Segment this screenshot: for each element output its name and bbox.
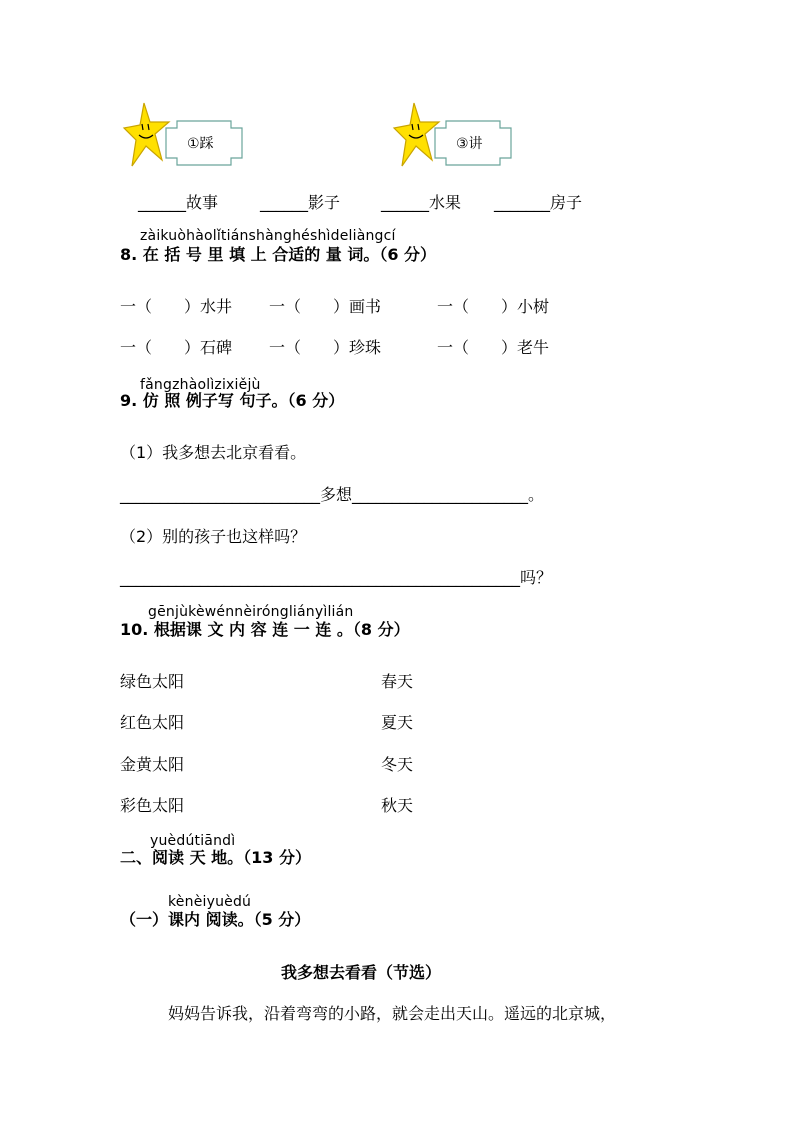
match-right-item: 夏天: [381, 713, 414, 732]
match-left-item: 彩色太阳: [120, 796, 185, 815]
card-badge-1: [165, 120, 243, 166]
q7-blank: ______故事: [138, 193, 219, 212]
card-label: ③讲: [456, 136, 483, 152]
match-right-item: 冬天: [381, 755, 414, 774]
q8-item: 一（ ）画书: [269, 297, 382, 316]
match-right-item: 秋天: [381, 796, 414, 815]
q7-blank: ______水果: [381, 193, 462, 212]
q9-answer-line-2: __________________________________________________吗？: [120, 568, 553, 587]
section-2-title: 二、阅读 天 地。（13 分）: [120, 848, 311, 867]
q8-pinyin: zàikuòhàolǐtiánshànghéshìdeliàngcí: [140, 228, 396, 244]
q9-example-2: （2）别的孩子也这样吗？: [120, 527, 307, 546]
q10-title: 10. 根据课 文 内 容 连 一 连 。（8 分）: [120, 620, 410, 639]
q9-title: 9. 仿 照 例子写 句子。（6 分）: [120, 391, 345, 410]
q9-example-1: （1）我多想去北京看看。: [120, 443, 307, 462]
q8-item: 一（ ）水井: [120, 297, 233, 316]
q9-pinyin: fǎngzhàolìzixiějù: [140, 377, 261, 393]
q9-answer-line-1: _________________________多想______________________。: [120, 485, 545, 504]
match-left-item: 红色太阳: [120, 713, 185, 732]
card-label: ①踩: [187, 136, 214, 152]
q8-title: 8. 在 括 号 里 填 上 合适的 量 词。（6 分）: [120, 245, 437, 264]
match-left-item: 金黄太阳: [120, 755, 185, 774]
subsection-1-title: （一）课内 阅读。（5 分）: [120, 910, 311, 929]
q8-item: 一（ ）老牛: [437, 338, 550, 357]
q10-pinyin: gēnjùkèwénnèiróngliányìlián: [148, 604, 354, 620]
q8-item: 一（ ）珍珠: [269, 338, 382, 357]
q7-blank: ______影子: [260, 193, 341, 212]
q8-item: 一（ ）石碑: [120, 338, 233, 357]
q8-item: 一（ ）小树: [437, 297, 550, 316]
q7-blank: _______房子: [494, 193, 583, 212]
subsection-1-pinyin: kènèiyuèdú: [168, 894, 252, 910]
passage-title: 我多想去看看（节选）: [281, 963, 442, 982]
match-left-item: 绿色太阳: [120, 672, 185, 691]
passage-line: 妈妈告诉我，沿着弯弯的小路，就会走出天山。遥远的北京城，: [168, 1004, 617, 1023]
match-right-item: 春天: [381, 672, 414, 691]
card-badge-2: [434, 120, 512, 166]
section-2-pinyin: yuèdútiāndì: [150, 833, 236, 849]
